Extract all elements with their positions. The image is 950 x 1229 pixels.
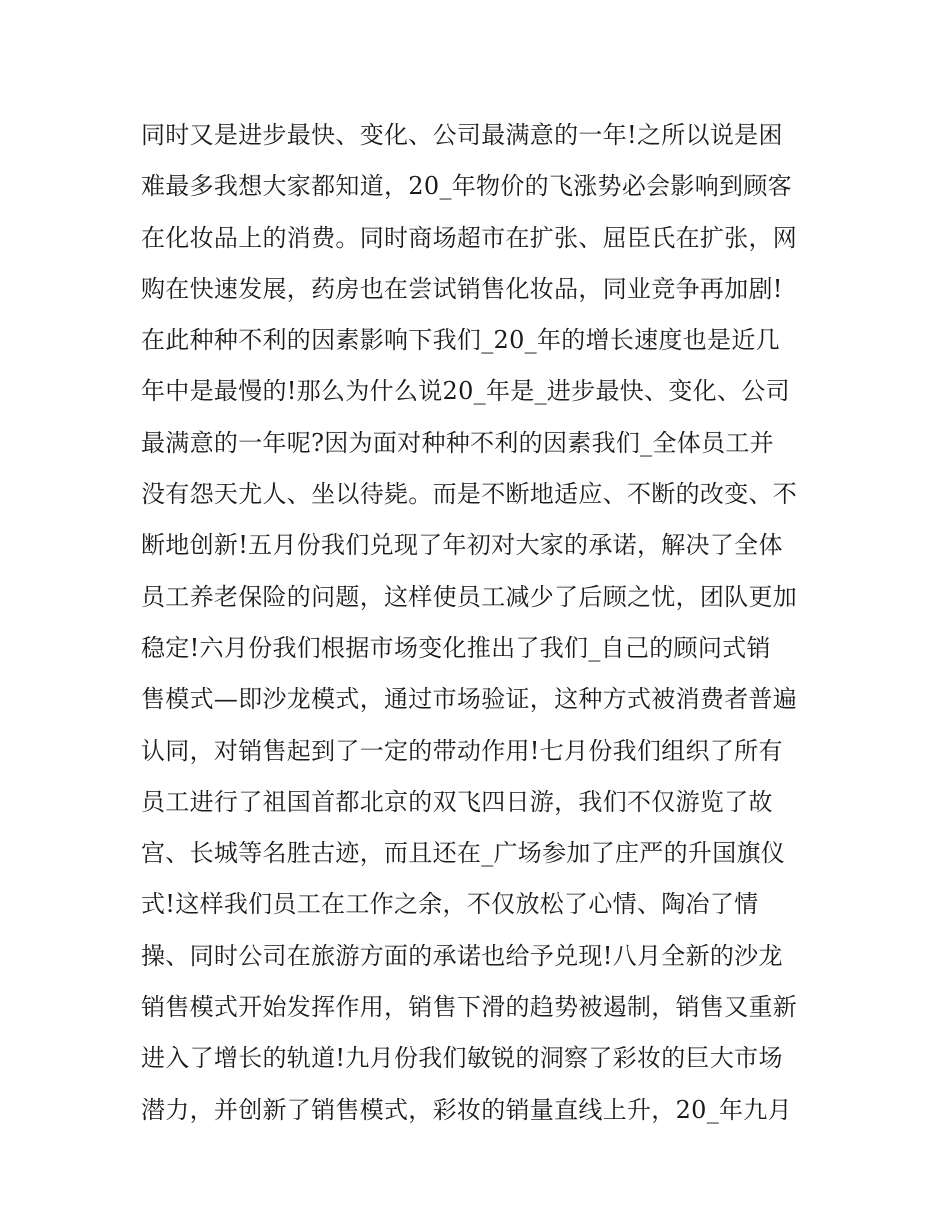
- text-line: 断地创新!五月份我们兑现了年初对大家的承诺，解决了全体: [141, 531, 783, 560]
- text-line: 操、同时公司在旅游方面的承诺也给予兑现!八月全新的沙龙: [141, 941, 783, 970]
- text-line: 同时又是进步最快、变化、公司最满意的一年!之所以说是困: [141, 121, 783, 149]
- text-line: 最满意的一年呢?因为面对种种不利的因素我们_全体员工并: [141, 428, 774, 457]
- text-line: 员工进行了祖国首都北京的双飞四日游，我们不仅游览了故: [141, 787, 773, 816]
- text-line: 式!这样我们员工在工作之余，不仅放松了心情、陶冶了情: [141, 890, 759, 919]
- body-paragraph: [141, 110, 821, 1136]
- text-line: 售模式—即沙龙模式，通过市场验证，这种方式被消费者普遍: [141, 685, 798, 714]
- text-line: 员工养老保险的问题，这样使员工减少了后顾之忧，团队更加: [141, 582, 798, 611]
- text-line: 年中是最慢的!那么为什么说20_年是_进步最快、变化、公司: [141, 377, 790, 406]
- text-line: 难最多我想大家都知道，20_年物价的飞涨势必会影响到顾客: [141, 172, 792, 201]
- text-line: 宫、长城等名胜古迹，而且还在_广场参加了庄严的升国旗仪: [141, 839, 786, 868]
- text-line: 稳定!六月份我们根据市场变化推出了我们_自己的顾问式销: [141, 633, 771, 662]
- text-line: 在化妆品上的消费。同时商场超市在扩张、屈臣氏在扩张，网: [141, 223, 798, 252]
- text-line: 购在快速发展，药房也在尝试销售化妆品，同业竞争再加剧!: [141, 274, 783, 303]
- text-line: 认同，对销售起到了一定的带动作用!七月份我们组织了所有: [141, 736, 783, 765]
- text-line: 潜力，并创新了销售模式，彩妆的销量直线上升，20_年九月: [141, 1095, 792, 1124]
- text-line: 没有怨天尤人、坐以待毙。而是不断地适应、不断的改变、不: [141, 480, 798, 509]
- text-line: 进入了增长的轨道!九月份我们敏锐的洞察了彩妆的巨大市场: [141, 1044, 783, 1073]
- text-line: 销售模式开始发挥作用，销售下滑的趋势被遏制，销售又重新: [141, 993, 798, 1022]
- text-line: 在此种种不利的因素影响下我们_20_年的增长速度也是近几: [141, 326, 780, 355]
